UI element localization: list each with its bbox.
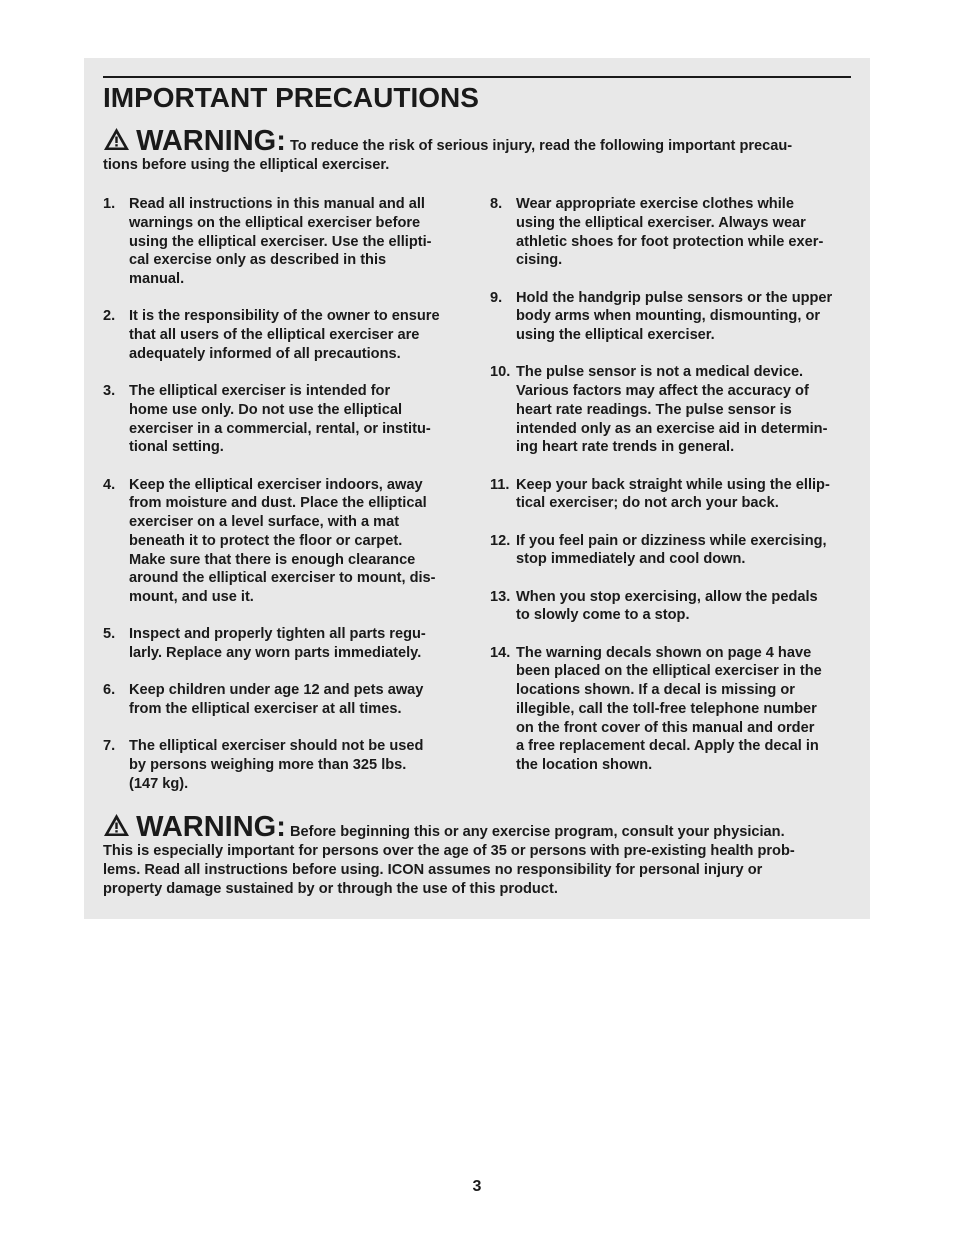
precaution-text-line: exerciser on a level surface, with a mat — [129, 514, 400, 530]
precaution-number: 14. — [490, 644, 511, 661]
precaution-text — [516, 195, 855, 270]
precaution-item — [490, 289, 855, 345]
title-rule — [103, 76, 851, 78]
precaution-text — [129, 737, 463, 793]
warning-label: WARNING: — [136, 125, 286, 157]
precaution-item — [103, 625, 463, 663]
precaution-text — [516, 363, 855, 457]
precaution-text-line: Keep the elliptical exerciser indoors, away — [129, 476, 423, 493]
precaution-item — [103, 195, 463, 289]
precaution-text-line: Wear appropriate exercise clothes while — [516, 196, 794, 212]
precaution-text — [129, 382, 463, 457]
warning-text-line4: property damage sustained by or through the use of this product. — [103, 881, 558, 897]
precaution-text-line: It is the responsibility of the owner to ensure — [129, 308, 440, 325]
precaution-text-line: been placed on the elliptical exerciser in the — [516, 663, 822, 680]
precaution-item — [103, 382, 463, 457]
precaution-text-line: illegible, call the toll-free telephone number — [516, 700, 817, 717]
precaution-text-line: athletic shoes for foot protection while exer- — [516, 233, 824, 250]
precaution-text-line: from the elliptical exerciser at all times. — [129, 701, 402, 717]
page-title: IMPORTANT PRECAUTIONS — [103, 82, 479, 113]
precaution-text-line: mount, and use it. — [129, 589, 254, 605]
precaution-text-line: cal exercise only as described in this — [129, 252, 387, 269]
warning-label: WARNING: — [136, 811, 286, 843]
precaution-text — [516, 644, 855, 775]
precaution-text-line: exerciser in a commercial, rental, or institu- — [129, 420, 431, 437]
warning-icon — [103, 824, 136, 840]
precaution-number: 12. — [490, 532, 511, 549]
precaution-number: 13. — [490, 588, 511, 605]
precaution-text-line: If you feel pain or dizziness while exercising, — [516, 532, 827, 549]
precaution-text-line: body arms when mounting, dismounting, or — [516, 308, 821, 325]
precaution-text-line: tical exerciser; do not arch your back. — [516, 495, 779, 512]
precaution-text-line: Keep children under age 12 and pets away — [129, 682, 424, 699]
precaution-text — [129, 195, 463, 289]
warning-text-line2: tions before using the elliptical exerciser. — [103, 157, 390, 173]
precaution-number: 2. — [103, 308, 116, 325]
precaution-text — [129, 307, 463, 363]
precaution-text-line: Hold the handgrip pulse sensors or the upper — [516, 289, 833, 306]
warning-text-line2: This is especially important for persons over the age of 35 or persons with pre-existing health prob- — [103, 843, 795, 859]
precaution-number: 9. — [490, 289, 503, 306]
precaution-text-line: that all users of the elliptical exerciser are — [129, 327, 420, 343]
precaution-item — [490, 363, 855, 457]
precaution-text — [129, 681, 463, 719]
precaution-text-line: The warning decals shown on page 4 have — [516, 644, 812, 661]
precaution-text-line: to slowly come to a stop. — [516, 607, 690, 624]
precaution-item — [490, 644, 855, 775]
precaution-text-line: tional setting. — [129, 439, 224, 456]
warning-top — [103, 126, 853, 175]
precaution-text-line: locations shown. If a decal is missing or — [516, 682, 795, 698]
precautions-panel — [84, 58, 870, 919]
precaution-number: 3. — [103, 383, 116, 399]
precaution-text-line: home use only. Do not use the elliptical — [129, 401, 402, 418]
precaution-text-line: heart rate readings. The pulse sensor is — [516, 401, 792, 418]
precaution-item — [490, 195, 855, 270]
precaution-text-line: warnings on the elliptical exerciser before — [129, 214, 421, 231]
precaution-text — [516, 588, 855, 626]
precaution-text-line: The pulse sensor is not a medical device. — [516, 364, 804, 381]
precaution-text — [129, 625, 463, 663]
precaution-text — [516, 476, 855, 514]
warning-text: To reduce the risk of serious injury, read the following important precau- — [289, 138, 793, 154]
precaution-text-line: Inspect and properly tighten all parts regu- — [129, 626, 426, 643]
warning-bottom — [103, 812, 853, 899]
precaution-text-line: manual. — [129, 271, 185, 287]
precaution-text-line: intended only as an exercise aid in determin- — [516, 420, 828, 437]
precaution-text-line: Read all instructions in this manual and all — [129, 196, 425, 212]
precaution-item — [103, 476, 463, 607]
precaution-item — [103, 737, 463, 793]
precaution-item — [103, 307, 463, 363]
precaution-text — [516, 289, 855, 345]
precaution-text-line: When you stop exercising, allow the pedals — [516, 588, 818, 605]
precaution-number: 6. — [103, 682, 116, 699]
precaution-text-line: stop immediately and cool down. — [516, 551, 746, 568]
precaution-item — [490, 532, 855, 570]
precaution-text-line: by persons weighing more than 325 lbs. — [129, 757, 407, 773]
precaution-text-line: beneath it to protect the floor or carpet. — [129, 532, 403, 549]
precaution-text-line: The elliptical exerciser is intended for — [129, 383, 391, 399]
precaution-text-line: Keep your back straight while using the ellip- — [516, 476, 830, 493]
precaution-item — [490, 588, 855, 626]
precaution-text-line: cising. — [516, 252, 563, 269]
precaution-number: 8. — [490, 196, 503, 212]
precautions-list-right — [490, 195, 855, 793]
precaution-text-line: ing heart rate trends in general. — [516, 439, 735, 456]
precaution-text-line: using the elliptical exerciser. Always wear — [516, 214, 806, 231]
precautions-list-left — [103, 195, 463, 812]
precaution-item — [103, 681, 463, 719]
page-number: 3 — [472, 1178, 482, 1195]
warning-text: Before beginning this or any exercise program, consult your physician. — [289, 824, 785, 840]
precaution-number: 1. — [103, 196, 116, 212]
precaution-text-line: (147 kg). — [129, 775, 189, 792]
precaution-text-line: using the elliptical exerciser. Use the ellipti- — [129, 233, 432, 250]
precaution-text-line: Various factors may affect the accuracy of — [516, 383, 809, 399]
precaution-text-line: from moisture and dust. Place the elliptical — [129, 495, 427, 512]
precaution-text — [516, 532, 855, 570]
precaution-text-line: around the elliptical exerciser to mount, dis- — [129, 570, 436, 587]
precaution-text-line: The elliptical exerciser should not be used — [129, 738, 424, 755]
precaution-item — [490, 476, 855, 514]
precaution-text-line: larly. Replace any worn parts immediately. — [129, 645, 422, 661]
warning-icon — [103, 138, 136, 154]
precaution-text — [129, 476, 463, 607]
precaution-number: 10. — [490, 364, 511, 381]
precaution-number: 7. — [103, 738, 116, 755]
precaution-text-line: the location shown. — [516, 757, 653, 773]
warning-text-line3: lems. Read all instructions before using. ICON assumes no responsibility for personal injury or — [103, 862, 763, 878]
precaution-text-line: adequately informed of all precautions. — [129, 345, 401, 362]
precaution-text-line: Make sure that there is enough clearance — [129, 551, 416, 568]
precaution-number: 4. — [103, 476, 116, 493]
precaution-number: 11. — [490, 476, 510, 493]
precaution-text-line: on the front cover of this manual and order — [516, 719, 815, 736]
precaution-number: 5. — [103, 626, 116, 643]
precaution-text-line: a free replacement decal. Apply the decal in — [516, 738, 819, 755]
precaution-text-line: using the elliptical exerciser. — [516, 327, 715, 343]
